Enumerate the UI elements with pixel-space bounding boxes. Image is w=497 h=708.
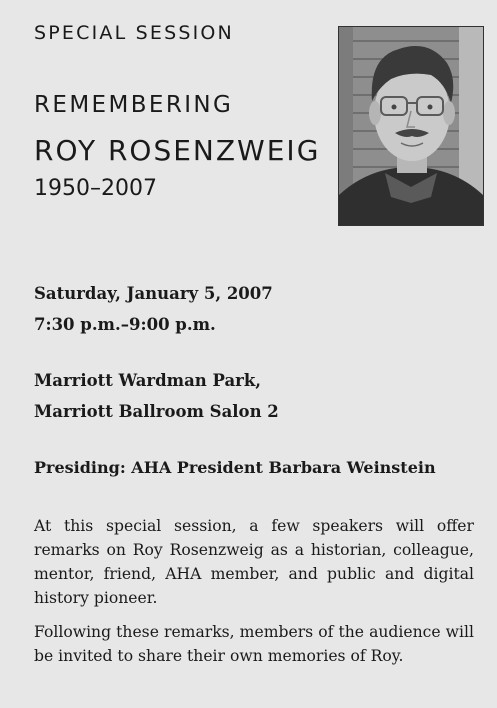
title-line-1: REMEMBERING [34, 92, 234, 118]
session-kicker: SPECIAL SESSION [34, 22, 234, 44]
portrait-illustration [339, 27, 483, 225]
description-paragraph: At this special session, a few speakers will offer remarks on Roy Rosenzweig as a historian, colleague, mentor, friend, AHA member, and public and digital history pioneer. [34, 517, 474, 607]
life-years: 1950–2007 [34, 176, 157, 201]
portrait-photo [338, 26, 484, 226]
session-date: Saturday, January 5, 2007 [34, 284, 273, 303]
title-line-2: ROY ROSENZWEIG [34, 134, 321, 167]
venue-line-2: Marriott Ballroom Salon 2 [34, 402, 279, 421]
followup-paragraph: Following these remarks, members of the audience will be invited to share their own memories of Roy. [34, 623, 474, 665]
session-time: 7:30 p.m.–9:00 p.m. [34, 315, 216, 334]
presiding-line: Presiding: AHA President Barbara Weinstein [34, 458, 436, 477]
venue-line-1: Marriott Wardman Park, [34, 371, 262, 390]
